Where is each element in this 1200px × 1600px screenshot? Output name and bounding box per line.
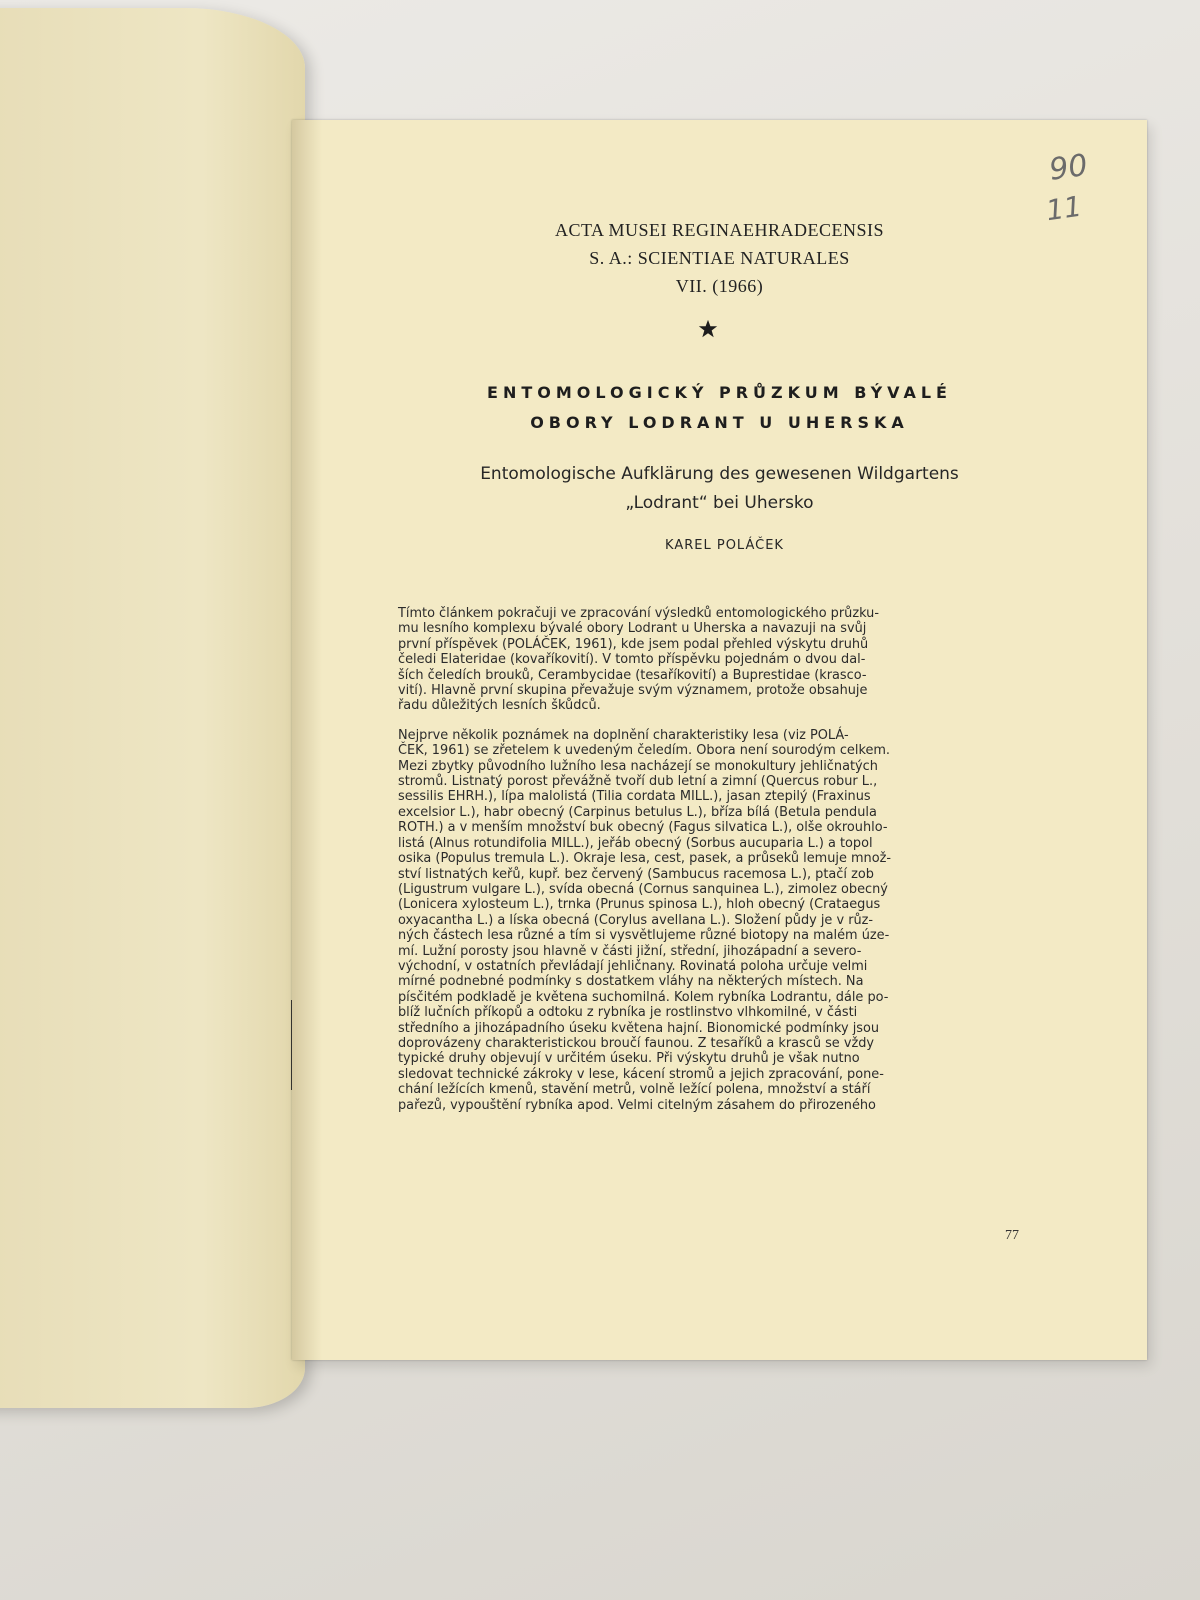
text-line: vití). Hlavně první skupina převažuje svým významem, protože obsahuje bbox=[398, 683, 868, 699]
text-line: (Ligustrum vulgare L.), svída obecná (Cornus sanquinea L.), zimolez obecný bbox=[398, 881, 888, 897]
text-line: Nejprve několik poznámek na doplnění charakteristiky lesa (viz POLÁ- bbox=[398, 727, 849, 743]
text-line: Mezi zbytky původního lužního lesa nacházejí se monokultury jehličnatých bbox=[398, 758, 878, 774]
text-line: ROTH.) a v menším množství buk obecný (Fagus silvatica L.), olše okrouhlo- bbox=[398, 820, 888, 836]
text-line: stromů. Listnatý porost převážně tvoří dub letní a zimní (Quercus robur L., bbox=[398, 774, 878, 790]
text-line: první příspěvek (POLÁČEK, 1961), kde jsem podal přehled výskytu druhů bbox=[398, 636, 869, 652]
text-line: blíž lučních příkopů a odtoku z rybníka je rostlinstvo vlhkomilné, v části bbox=[398, 1005, 858, 1021]
article-title-line-1: ENTOMOLOGICKÝ PRŮZKUM BÝVALÉ bbox=[487, 383, 952, 402]
handwritten-number-bottom: 11 bbox=[1044, 189, 1084, 228]
article-title bbox=[292, 378, 1147, 438]
text-line: mírné podnebné podmínky s dostatkem vláhy na některých místech. Na bbox=[398, 974, 864, 990]
page-number: 77 bbox=[1005, 1228, 1019, 1243]
journal-series: S. A.: SCIENTIAE NATURALES bbox=[589, 248, 850, 268]
article-subtitle-line-1: Entomologische Aufklärung des gewesenen Wildgartens bbox=[480, 464, 959, 484]
text-line: středního a jihozápadního úseku květena hajní. Bionomické podmínky jsou bbox=[398, 1020, 880, 1036]
star-icon bbox=[697, 318, 719, 340]
text-line: ství listnatých keřů, kupř. bez červený (Sambucus racemosa L.), ptačí zob bbox=[398, 866, 874, 882]
body-paragraph bbox=[384, 728, 1039, 1113]
text-line: sessilis EHRH.), lípa malolistá (Tilia cordata MILL.), jasan ztepilý (Fraxinus bbox=[398, 789, 871, 805]
text-line: pařezů, vypouštění rybníka apod. Velmi citelným zásahem do přirozeného bbox=[398, 1097, 876, 1113]
text-line: Tímto článkem pokračuji ve zpracování výsledků entomologického průzku- bbox=[398, 606, 879, 621]
journal-header bbox=[292, 216, 1147, 300]
article-subtitle bbox=[292, 460, 1147, 518]
author-name: KAREL POLÁČEK bbox=[665, 538, 784, 553]
text-line: čeledi Elateridae (kovaříkovití). V tomto příspěvku pojednám o dvou dal- bbox=[398, 652, 866, 668]
text-line: ČEK, 1961) se zřetelem k uvedeným čeledím. Obora není sourodým celkem. bbox=[398, 743, 891, 759]
text-line: chání ležících kmenů, stavění metrů, volně ležící polena, množství a stáří bbox=[398, 1082, 871, 1098]
journal-name: ACTA MUSEI REGINAEHRADECENSIS bbox=[554, 220, 885, 240]
text-line: (Lonicera xylosteum L.), trnka (Prunus spinosa L.), hloh obecný (Crataegus bbox=[398, 897, 881, 913]
text-line: osika (Populus tremula L.). Okraje lesa, cest, pasek, a průseků lemuje množ- bbox=[398, 851, 892, 867]
text-line: mu lesního komplexu bývalé obory Lodrant u Uherska a navazuji na svůj bbox=[398, 621, 867, 637]
text-line: ších čeledích brouků, Cerambycidae (tesaříkovití) a Buprestidae (krasco- bbox=[398, 667, 867, 683]
journal-page bbox=[292, 120, 1147, 1360]
text-line: písčitém podkladě je květena suchomilná. Kolem rybníka Lodrantu, dále po- bbox=[398, 989, 889, 1005]
text-line: ných částech lesa různé a tím si vysvětlujeme různé biotopy na malém úze- bbox=[398, 928, 890, 944]
text-line: řadu důležitých lesních škůdců. bbox=[398, 698, 601, 714]
handwritten-number-top: 90 bbox=[1047, 148, 1090, 188]
text-line: typické druhy objevují v určitém úseku. Při výskytu druhů je však nutno bbox=[398, 1051, 860, 1067]
text-line: doprovázeny charakteristickou broučí faunou. Z tesaříků a krasců se vždy bbox=[398, 1035, 875, 1051]
body-paragraph bbox=[384, 606, 1039, 714]
text-line: excelsior L.), habr obecný (Carpinus betulus L.), bříza bílá (Betula pendula bbox=[398, 804, 877, 820]
text-line: sledovat technické zákroky v lese, kácení stromů a jejich zpracování, pone- bbox=[398, 1066, 884, 1082]
text-line: oxyacantha L.) a líska obecná (Corylus avellana L.). Složení půdy je v růz- bbox=[398, 912, 874, 928]
text-line: východní, v ostatních převládají jehličnany. Rovinatá poloha určuje velmi bbox=[398, 958, 868, 974]
text-line: listá (Alnus rotundifolia MILL.), jeřáb obecný (Sorbus aucuparia L.) a topol bbox=[398, 835, 873, 851]
article-subtitle-line-2: „Lodrant“ bei Uhersko bbox=[625, 493, 814, 513]
journal-volume: VII. (1966) bbox=[675, 276, 764, 296]
article-body bbox=[384, 606, 1039, 1113]
text-line: mí. Lužní porosty jsou hlavně v části jižní, střední, jihozápadní a severo- bbox=[398, 943, 862, 959]
left-page bbox=[0, 8, 305, 1408]
article-title-line-2: OBORY LODRANT U UHERSKA bbox=[530, 413, 909, 432]
